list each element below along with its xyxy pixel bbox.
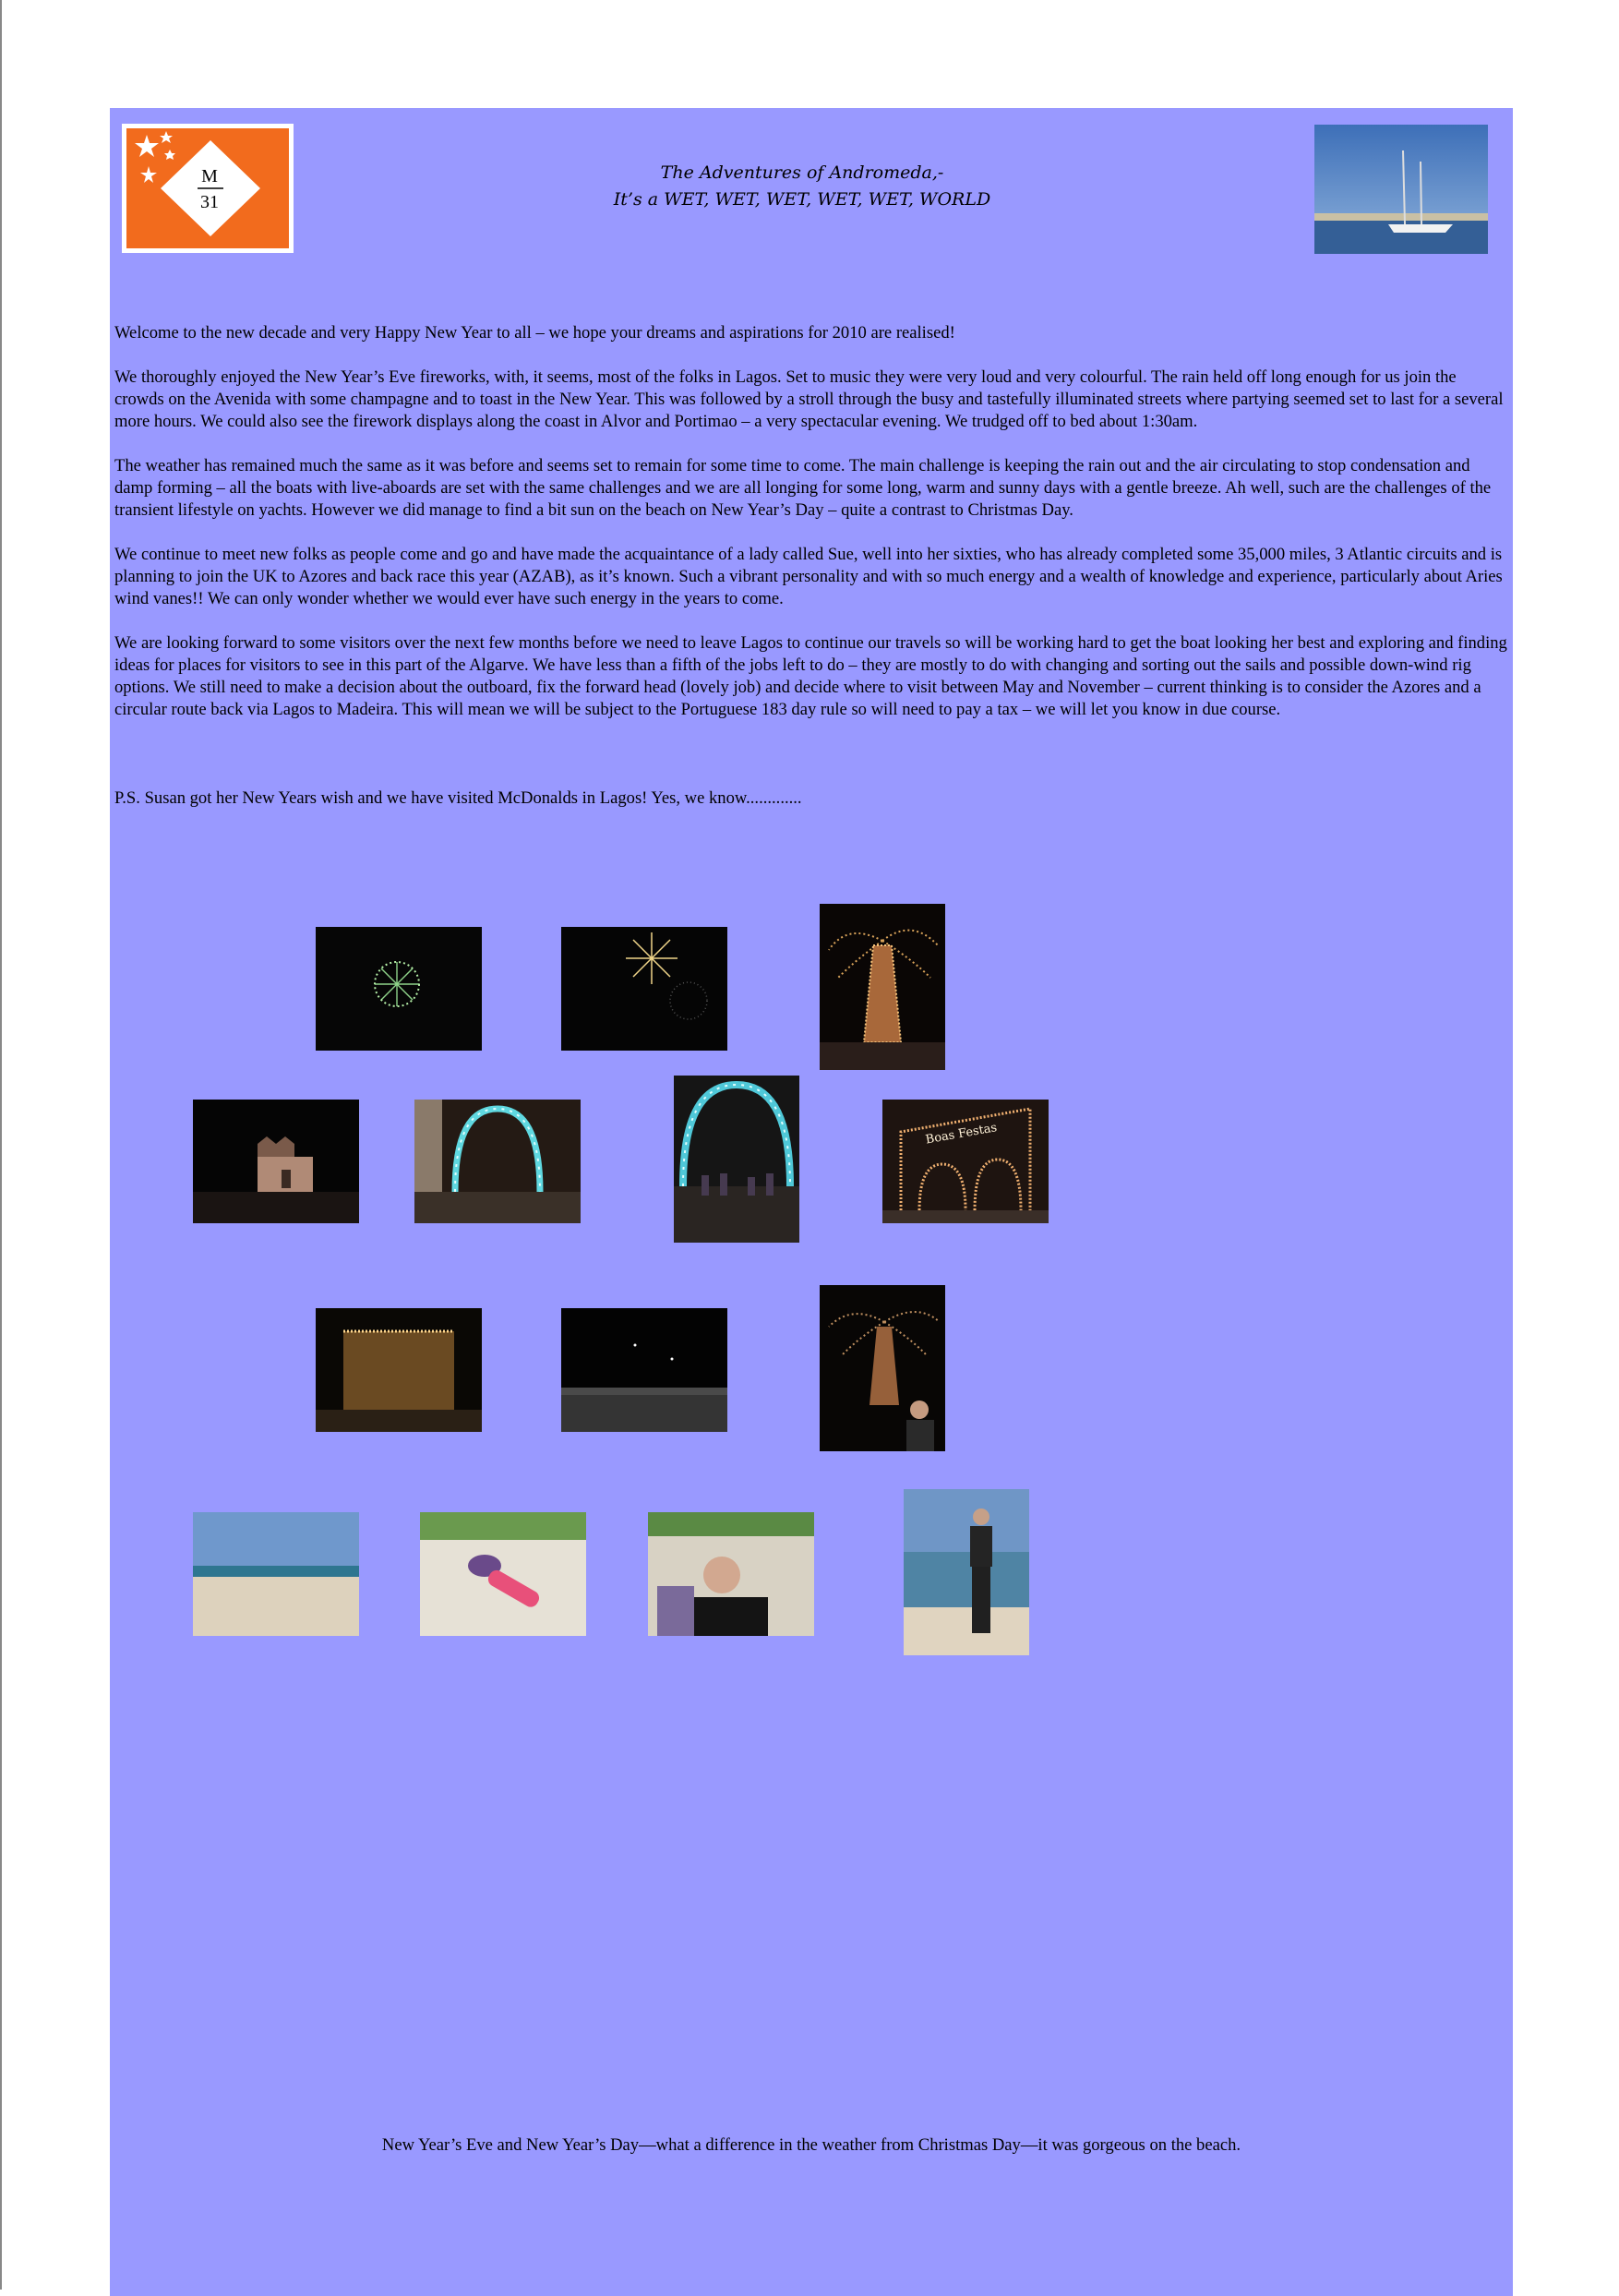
newsletter-title [387, 160, 1217, 213]
photo-palm-tree-with-person [820, 1285, 945, 1451]
paragraph-fireworks: We thoroughly enjoyed the New Year’s Eve fireworks, with, it seems, most of the folks in Lagos. Set to music they were very loud and very colourful. The rain held off long enough for us join the crowds on the Avenida with some champagne and to toast in the New Year. This was followed by a stroll through the busy and tastefully illuminated streets where partying seemed set to last for a several more hours. We could also see the firework displays along the coast in Alvor and Portimao – a very spectacular evening. We trudged off to bed about 1:30am. [114, 367, 1504, 431]
photo-woman-smiling-on-sand [648, 1512, 814, 1636]
logo-text-31: 31 [200, 192, 219, 212]
photo-boas-festas-arch [882, 1100, 1049, 1223]
photo-lit-building [316, 1308, 482, 1432]
paragraph-welcome: Welcome to the new decade and very Happy New Year to all – we hope your dreams and aspirations for 2010 are realised! [114, 323, 955, 343]
club-burgee-logo [122, 124, 294, 253]
arch-sign-text: Boas Festas [924, 1121, 999, 1148]
newsletter-body [114, 322, 1508, 832]
newsletter-page [110, 108, 1513, 2296]
photo-man-on-beach [904, 1489, 1029, 1655]
postscript: P.S. Susan got her New Years wish and we have visited McDonalds in Lagos! Yes, we know............. [114, 788, 802, 808]
photo-caption: New Year’s Eve and New Year’s Day—what a difference in the weather from Christmas Day—it was gorgeous on the beach. [381, 2135, 1241, 2155]
paragraph-visitors: We are looking forward to some visitors over the next few months before we need to leave Lagos to continue our travels so will be working hard to get the boat looking her best and exploring and finding ideas for places for visitors to see in this part of the Algarve. We have less than a fifth of the jobs left to do – they are mostly to do with changing and sorting out the sails and possible down-wind rig options. We still need to make a decision about the outboard, fix the forward head (lovely job) and decide where to visit between May and November – current thinking is to consider the Azores and a circular route back via Lagos to Madeira. This will mean we will be subject to the Portuguese 183 day rule so will need to pay a tax – we will let you know in due course. [114, 633, 1507, 719]
photo-gold-firework [561, 927, 727, 1051]
paragraph-weather: The weather has remained much the same as it was before and seems set to remain for some time to come. The main challenge is keeping the rain out and the air circulating to stop condensation and damp forming – all the boats with live-aboards are set with the same challenges and we are all longing for some long, warm and sunny days with a gentle breeze. Ah well, such are the challenges of the transient lifestyle on yachts. However we did manage to find a bit sun on the beach on New Year’s Day – quite a contrast to Christmas Day. [114, 456, 1492, 520]
photo-blue-arch-street [414, 1100, 581, 1223]
paragraph-new-folks: We continue to meet new folks as people come and go and have made the acquaintance of a lady called Sue, well into her sixties, who has already completed some 35,000 miles, 3 Atlantic circuits and is planning to join the UK to Azores and back race this year (AZAB), as it’s known. Such a vibrant personality and with so much energy and a wealth of knowledge and experience, particularly about Aries wind vanes!! We can only wonder whether we would ever have such energy in the years to come. [114, 545, 1503, 608]
photo-sunny-beach [193, 1512, 359, 1636]
title-line-1: The Adventures of Andromeda,- [660, 162, 944, 183]
photo-lit-palm-tree [820, 904, 945, 1070]
logo-text-m: M [201, 166, 218, 186]
photo-arch-crowd [674, 1076, 799, 1243]
photo-night-harbour [561, 1308, 727, 1432]
page-edge [0, 0, 2, 2290]
photo-lit-church [193, 1100, 359, 1223]
yacht-photo [1314, 125, 1488, 254]
photo-green-firework [316, 927, 482, 1051]
title-line-2: It’s a WET, WET, WET, WET, WET, WORLD [613, 189, 991, 210]
photo-person-on-sand [420, 1512, 586, 1636]
